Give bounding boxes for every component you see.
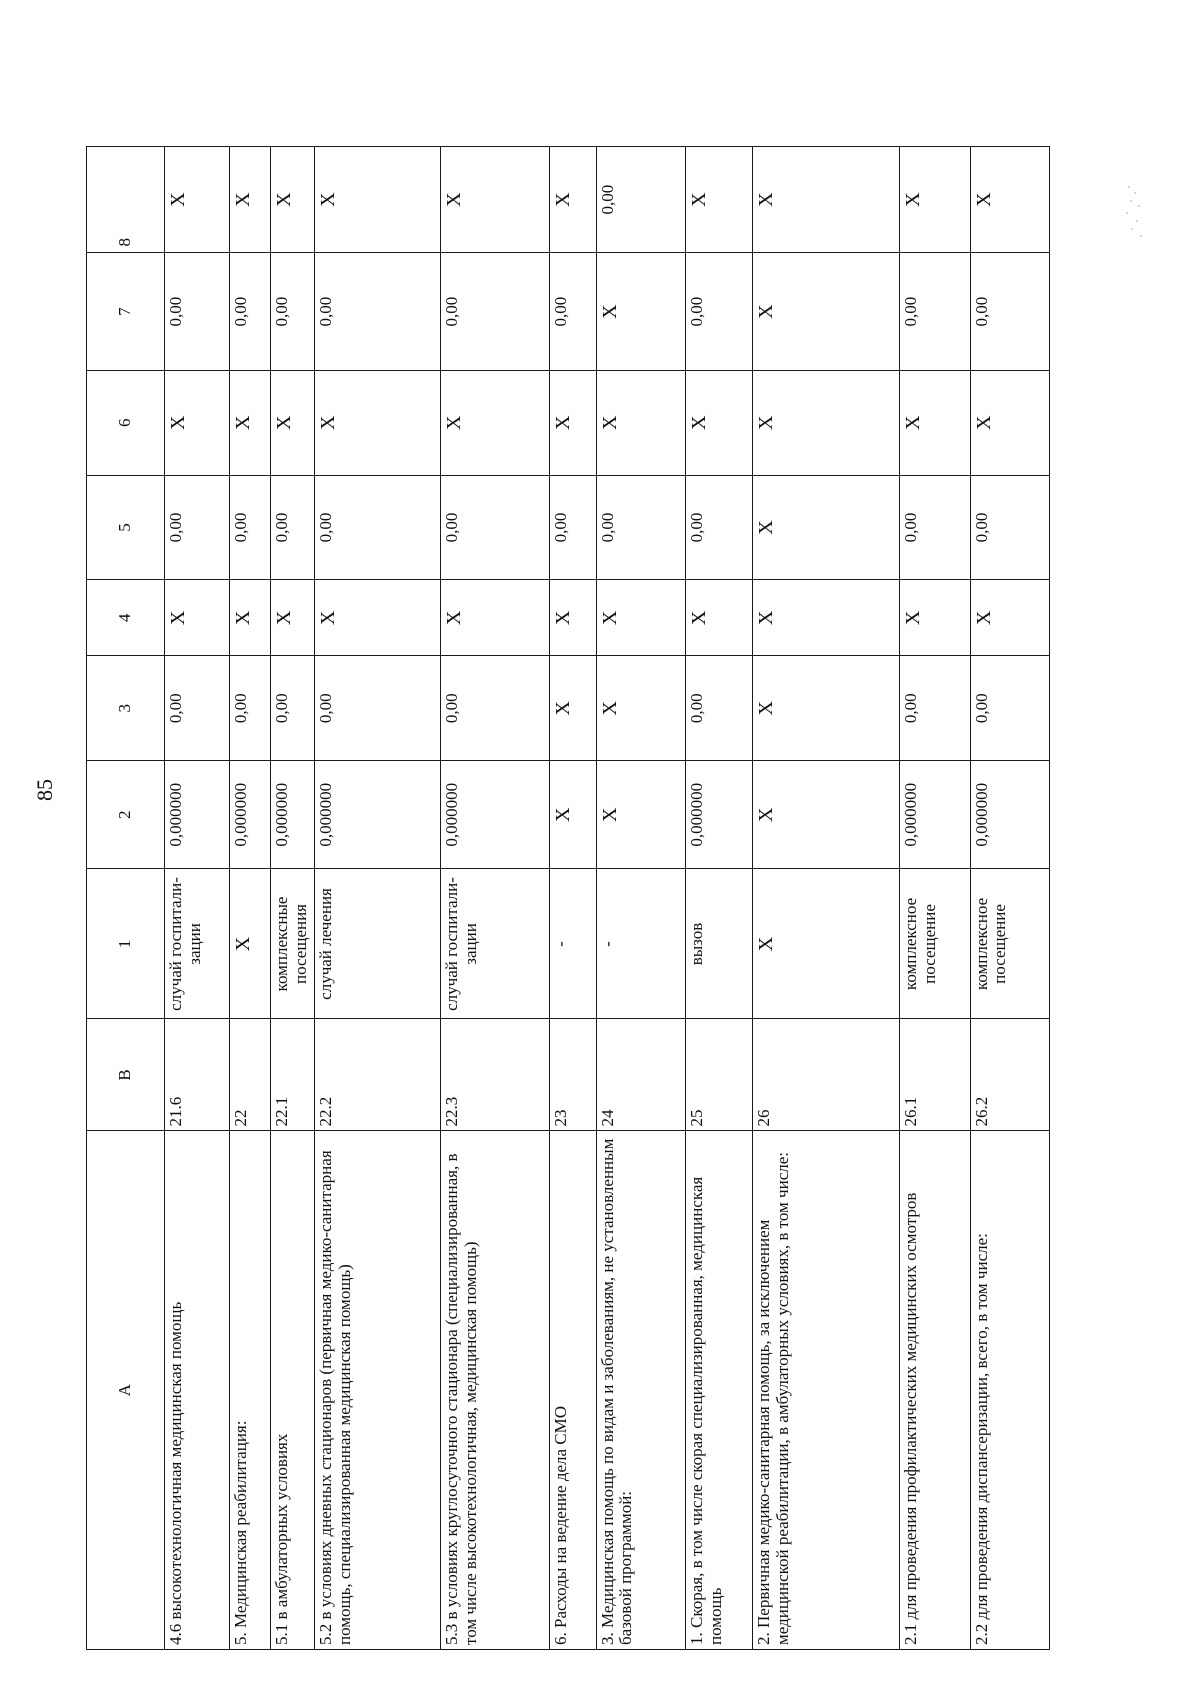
row-name-cell: 6. Расходы на ведение дела СМО	[549, 1131, 596, 1650]
value-cell: 0,00	[596, 475, 686, 580]
row-name-cell: 2.1 для проведения профилактических медицинских осмотров	[899, 1131, 970, 1650]
value-cell: Х	[752, 253, 899, 370]
value-cell: Х	[549, 146, 596, 253]
header-cell: В	[87, 1019, 165, 1131]
value-cell: 0,00	[315, 656, 441, 761]
value-cell: 0,000000	[970, 761, 1049, 869]
row-name-cell: 2. Первичная медико-санитарная помощь, за исключением медицинской реабилитации, в амбулаторных условиях, в том числе:	[752, 1131, 899, 1650]
value-cell: Х	[441, 580, 549, 656]
table-row	[596, 51, 686, 1650]
header-cell: А	[87, 1131, 165, 1650]
value-cell: 0,00	[970, 656, 1049, 761]
value-cell: 0,00	[899, 656, 970, 761]
value-cell: Х	[271, 370, 315, 475]
value-cell: 0,00	[271, 475, 315, 580]
scan-speck	[1138, 205, 1140, 207]
header-cell: 5	[87, 475, 165, 580]
value-cell: 0,00	[441, 656, 549, 761]
value-cell: Х	[970, 580, 1049, 656]
value-cell: Х	[686, 370, 753, 475]
header-cell: 3	[87, 656, 165, 761]
unit-cell: комплексное посещение	[970, 869, 1049, 1019]
header-cell: 8	[87, 146, 165, 253]
unit-cell: комплексное посещение	[899, 869, 970, 1019]
value-cell: Х	[441, 370, 549, 475]
value-cell: Х	[686, 580, 753, 656]
value-cell: 0,00	[315, 253, 441, 370]
value-cell: 0,00	[899, 253, 970, 370]
value-cell: 0,00	[165, 475, 230, 580]
table-row	[970, 51, 1049, 1650]
value-cell: Х	[686, 146, 753, 253]
unit-cell: -	[549, 869, 596, 1019]
value-cell: 0,00	[441, 253, 549, 370]
header-cell: 2	[87, 761, 165, 869]
value-cell: Х	[899, 370, 970, 475]
scan-speck	[1134, 192, 1136, 194]
table-row	[165, 51, 230, 1650]
row-code-cell: 26.2	[970, 1019, 1049, 1131]
value-cell: Х	[229, 146, 271, 253]
unit-cell: -	[596, 869, 686, 1019]
value-cell: 0,00	[271, 253, 315, 370]
value-cell: Х	[315, 580, 441, 656]
rotated-table-frame	[86, 50, 1050, 1650]
value-cell: Х	[229, 370, 271, 475]
scan-speck	[1136, 220, 1138, 222]
unit-cell: комплексные посещения	[271, 869, 315, 1019]
value-cell: 0,00	[686, 475, 753, 580]
row-code-cell: 22	[229, 1019, 271, 1131]
table-container	[86, 50, 1050, 1650]
scan-speck	[1126, 212, 1128, 214]
unit-cell: случай лечения	[315, 869, 441, 1019]
value-cell: 0,00	[970, 475, 1049, 580]
value-cell: 0,000000	[686, 761, 753, 869]
value-cell: 0,00	[271, 656, 315, 761]
value-cell: Х	[899, 580, 970, 656]
row-name-cell: 5.2 в условиях дневных стационаров (первичная медико-санитарная помощь, специализированная медицинская помощь)	[315, 1131, 441, 1650]
row-code-cell: 21.6	[165, 1019, 230, 1131]
unit-cell: случай госпитали-зации	[441, 869, 549, 1019]
scan-speck	[1140, 235, 1142, 237]
table-row	[899, 51, 970, 1650]
row-name-cell: 2.2 для проведения диспансеризации, всего, в том числе:	[970, 1131, 1049, 1650]
unit-cell: вызов	[686, 869, 753, 1019]
value-cell: Х	[549, 761, 596, 869]
row-code-cell: 25	[686, 1019, 753, 1131]
header-cell: 7	[87, 253, 165, 370]
value-cell: Х	[752, 656, 899, 761]
value-cell: Х	[441, 146, 549, 253]
page-number: 85	[32, 779, 57, 801]
value-cell: 0,00	[596, 146, 686, 253]
value-cell: 0,000000	[271, 761, 315, 869]
value-cell: Х	[549, 580, 596, 656]
row-code-cell: 26	[752, 1019, 899, 1131]
unit-cell: Х	[229, 869, 271, 1019]
table-row	[752, 51, 899, 1650]
row-code-cell: 22.2	[315, 1019, 441, 1131]
value-cell: 0,00	[970, 253, 1049, 370]
value-cell: 0,000000	[441, 761, 549, 869]
value-cell: 0,00	[686, 253, 753, 370]
header-cell: 6	[87, 370, 165, 475]
unit-cell: случай госпитали-зации	[165, 869, 230, 1019]
table-row	[229, 51, 271, 1650]
value-cell: 0,00	[899, 475, 970, 580]
value-cell: Х	[970, 146, 1049, 253]
value-cell: Х	[549, 656, 596, 761]
value-cell: Х	[596, 253, 686, 370]
value-cell: 0,000000	[165, 761, 230, 869]
data-table	[86, 50, 1050, 1650]
value-cell: Х	[229, 580, 271, 656]
value-cell: 0,00	[229, 475, 271, 580]
value-cell: Х	[752, 370, 899, 475]
value-cell: Х	[165, 370, 230, 475]
value-cell: 0,00	[229, 656, 271, 761]
value-cell: 0,00	[549, 475, 596, 580]
value-cell: Х	[752, 146, 899, 253]
value-cell: Х	[596, 656, 686, 761]
value-cell: 0,000000	[899, 761, 970, 869]
row-name-cell: 5.1 в амбулаторных условиях	[271, 1131, 315, 1650]
value-cell: Х	[315, 146, 441, 253]
value-cell: 0,00	[686, 656, 753, 761]
row-code-cell: 22.1	[271, 1019, 315, 1131]
value-cell: 0,000000	[315, 761, 441, 869]
row-code-cell: 22.3	[441, 1019, 549, 1131]
value-cell: Х	[596, 761, 686, 869]
value-cell: Х	[752, 761, 899, 869]
value-cell: Х	[752, 580, 899, 656]
value-cell: 0,00	[441, 475, 549, 580]
table-row	[549, 51, 596, 1650]
value-cell: Х	[596, 370, 686, 475]
row-name-cell: 3. Медицинская помощь по видам и заболеваниям, не установленным базовой программой:	[596, 1131, 686, 1650]
value-cell: Х	[549, 370, 596, 475]
row-code-cell: 24	[596, 1019, 686, 1131]
value-cell: Х	[165, 580, 230, 656]
header-row	[87, 51, 165, 1650]
scan-speck	[1130, 200, 1132, 202]
value-cell: Х	[315, 370, 441, 475]
scan-speck	[1131, 228, 1133, 230]
row-code-cell: 23	[549, 1019, 596, 1131]
value-cell: Х	[271, 580, 315, 656]
value-cell: Х	[596, 580, 686, 656]
value-cell: 0,00	[229, 253, 271, 370]
table-row	[315, 51, 441, 1650]
value-cell: 0,00	[315, 475, 441, 580]
scan-speck	[1128, 186, 1130, 188]
value-cell: Х	[165, 146, 230, 253]
row-name-cell: 4.6 высокотехнологичная медицинская помощь	[165, 1131, 230, 1650]
header-cell: 4	[87, 580, 165, 656]
value-cell: Х	[271, 146, 315, 253]
row-name-cell: 5. Медицинская реабилитация:	[229, 1131, 271, 1650]
value-cell: 0,00	[165, 656, 230, 761]
row-name-cell: 1. Скорая, в том числе скорая специализированная, медицинская помощь	[686, 1131, 753, 1650]
value-cell: 0,000000	[229, 761, 271, 869]
value-cell: 0,00	[165, 253, 230, 370]
row-name-cell: 5.3 в условиях круглосуточного стационара (специализированная, в том числе высокотехнологичная, медицинская помощь)	[441, 1131, 549, 1650]
header-cell: 1	[87, 869, 165, 1019]
value-cell: 0,00	[549, 253, 596, 370]
unit-cell: Х	[752, 869, 899, 1019]
table-row	[441, 51, 549, 1650]
table-row	[271, 51, 315, 1650]
value-cell: Х	[899, 146, 970, 253]
value-cell: Х	[752, 475, 899, 580]
row-code-cell: 26.1	[899, 1019, 970, 1131]
table-row	[686, 51, 753, 1650]
value-cell: Х	[970, 370, 1049, 475]
